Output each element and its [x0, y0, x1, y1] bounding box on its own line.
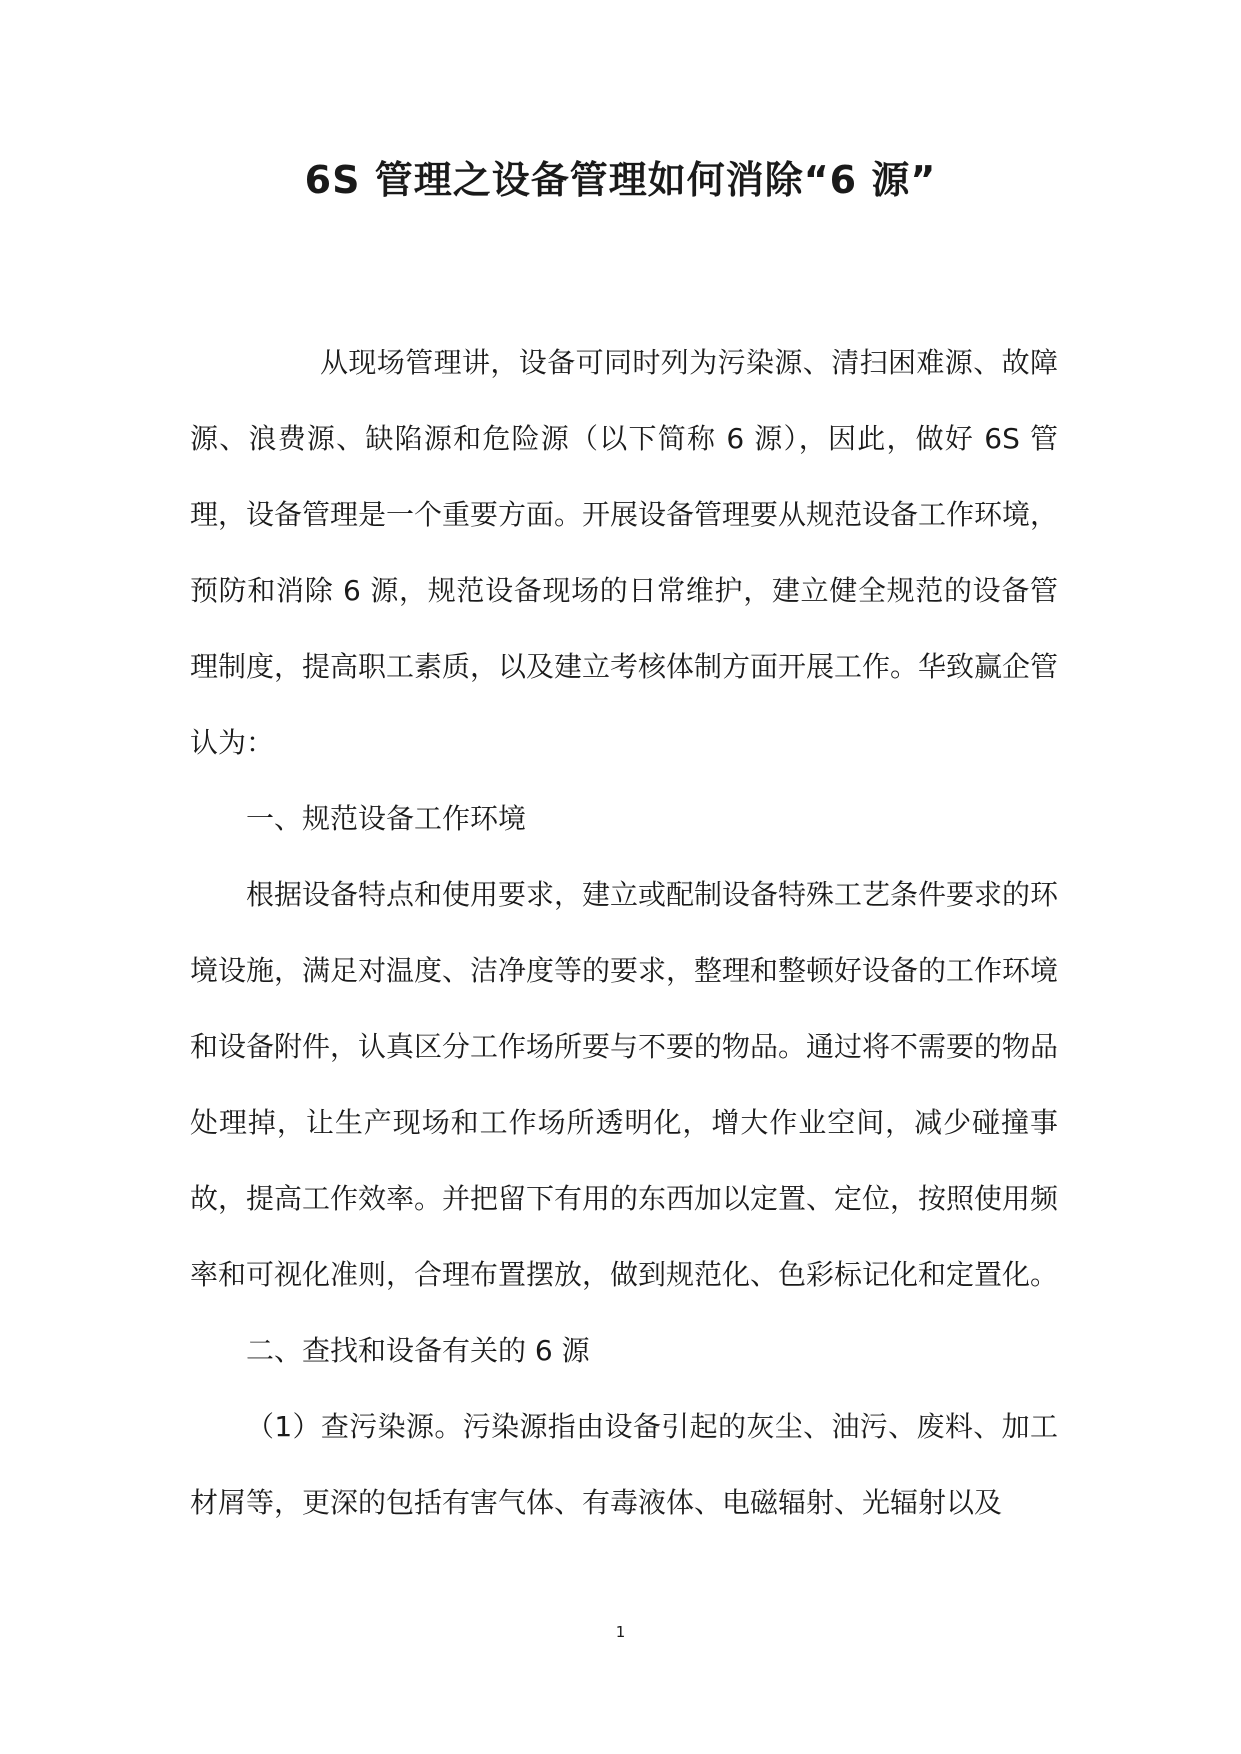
section-paragraph-2: （1）查污染源。污染源指由设备引起的灰尘、油污、废料、加工材屑等，更深的包括有害气体、有毒液体、电磁辐射、光辐射以及 [190, 1410, 1058, 1519]
section-paragraph-1: 根据设备特点和使用要求，建立或配制设备特殊工艺条件要求的环境设施，满足对温度、洁净度等的要求，整理和整顿好设备的工作环境和设备附件，认真区分工作场所要与不要的物品。通过将不需要的物品处理掉，让生产现场和工作场所透明化，增大作业空间，减少碰撞事故，提高工作效率。并把留下有用的东西加以定置、定位，按照使用频率和可视化准则，合理布置摆放，做到规范化、色彩标记化和定置化。 [190, 878, 1059, 1291]
intro-paragraph: 从现场管理讲，设备可同时列为污染源、清扫困难源、故障源、浪费源、缺陷源和危险源（以下简称 6 源），因此，做好 6S 管理，设备管理是一个重要方面。开展设备管理要从规范设备工作环境，预防和消除 6 源，规范设备现场的日常维护，建立健全规范的设备管理制度，提高职工素质，以及建立考核体制方面开展工作。华致赢企管认为： [190, 346, 1059, 759]
section-heading-1: 一、规范设备工作环境 [246, 802, 527, 835]
document-title: 6S 管理之设备管理如何消除“6 源” [304, 158, 937, 202]
section-heading-2: 二、查找和设备有关的 6 源 [246, 1334, 590, 1367]
document-body [190, 325, 1058, 1541]
page-number: 1 [615, 1623, 626, 1641]
